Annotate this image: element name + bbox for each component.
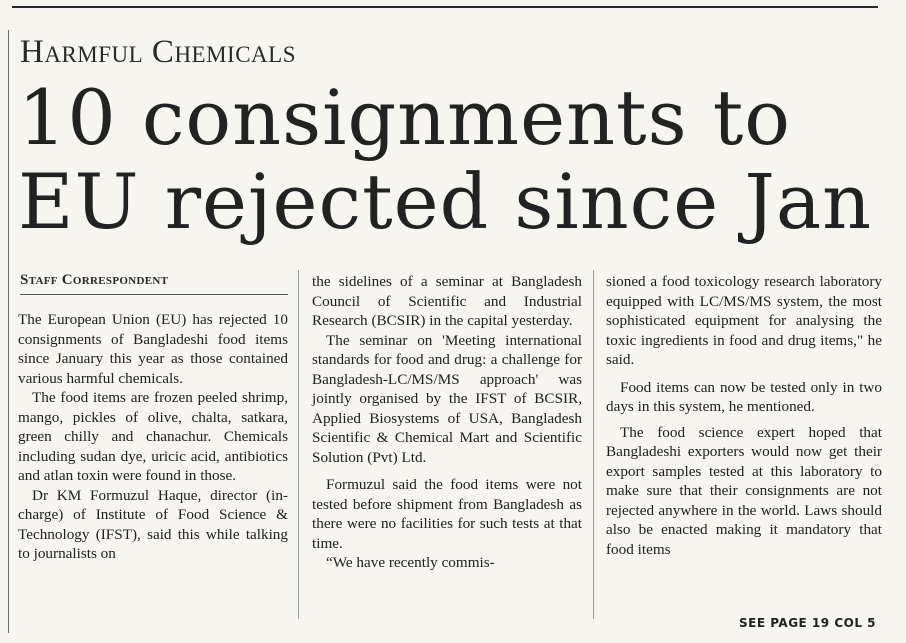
paragraph: The food science expert hoped that Bangladeshi exporters would now get their export samples tested at this laboratory to make sure that their consignments are not rejected anywhere in the world. Laws should also be enacted making it mandatory that food items	[606, 423, 882, 558]
paragraph: The food items are frozen peeled shrimp, mango, pickles of olive, chalta, satkara, green chilly and chanachur. Chemicals including sudan dye, uricic acid, antibiotics and atlan toxin were found in those.	[18, 389, 288, 484]
article-column-1	[18, 310, 288, 564]
paragraph: sioned a food toxicology research laboratory equipped with LC/MS/MS system, the most sophisticated equipment for analysing the toxic ingredients in food and drug items," he said.	[606, 273, 882, 368]
paragraph: The seminar on 'Meeting international standards for food and drug: a challenge for Bangladesh-LC/MS/MS approach' was jointly organised by the IFST of BCSIR, Applied Biosystems of USA, Bangladesh Scientific & Chemical Mart and Scientific Solution (Pvt) Ltd.	[312, 331, 582, 466]
paragraph: Dr KM Formuzul Haque, director (in-charge) of Institute of Food Science & Technology (IFST), said this while talking to journalists on	[18, 486, 288, 562]
paragraph: Food items can now be tested only in two days in this system, he mentioned.	[606, 378, 882, 415]
article-column-3	[606, 272, 882, 559]
article-column-2	[312, 272, 582, 573]
headline-line-2: EU rejected since Jan	[18, 157, 873, 246]
paragraph: Formuzul said the food items were not tested before shipment from Bangladesh as there were no facilities for such tests at that time.	[312, 476, 582, 552]
column-divider	[298, 270, 299, 619]
top-rule	[12, 6, 878, 8]
byline-rule	[20, 294, 288, 295]
paragraph: The European Union (EU) has rejected 10 consignments of Bangladeshi food items since January this year as those contained various harmful chemicals.	[18, 311, 288, 387]
continuation-note: SEE PAGE 19 COL 5	[739, 616, 876, 630]
byline: Staff Correspondent	[20, 272, 169, 288]
paragraph: “We have recently commis-	[326, 554, 495, 571]
left-rule	[8, 30, 9, 633]
headline	[18, 73, 873, 246]
kicker-text: Harmful Chemicals	[20, 34, 297, 70]
kicker	[20, 34, 296, 71]
paragraph: the sidelines of a seminar at Bangladesh Council of Scientific and Industrial Research (BCSIR) in the capital yesterday.	[312, 273, 582, 329]
headline-line-1: 10 consignments to	[18, 73, 792, 162]
column-divider	[593, 270, 594, 619]
